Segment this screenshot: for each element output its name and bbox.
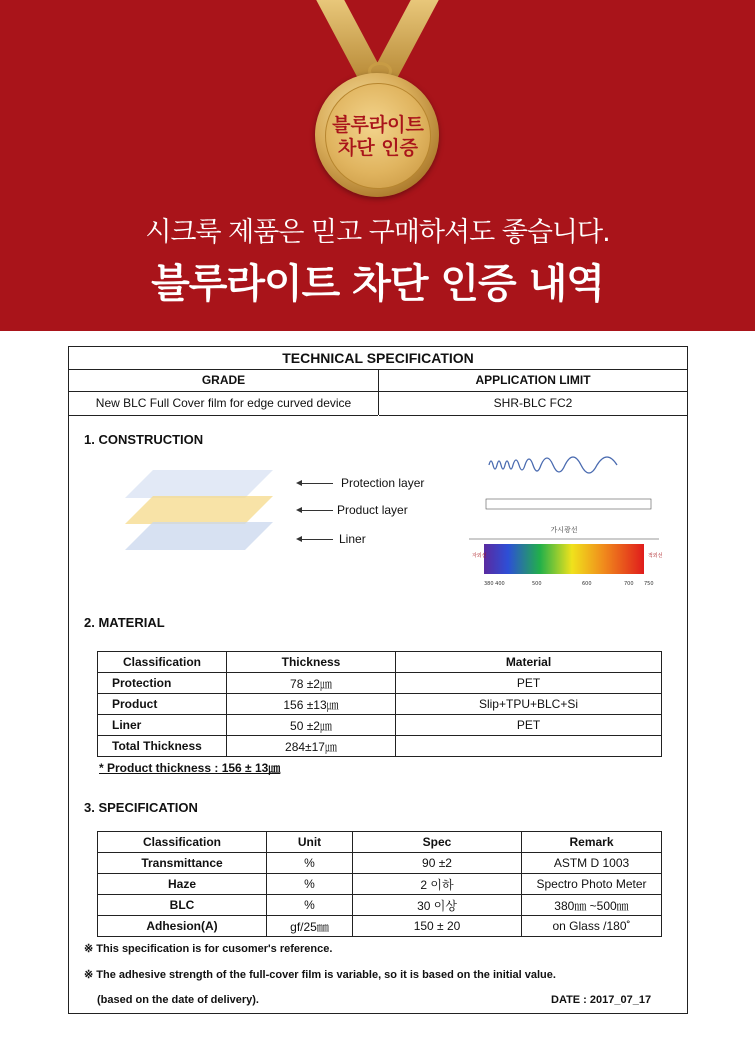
- spec-cell: Transmittance: [98, 853, 267, 874]
- spec-col-header: Unit: [267, 832, 353, 853]
- arrow-icon: [301, 483, 333, 484]
- product-thickness-note: * Product thickness : 156 ± 13㎛: [99, 761, 281, 775]
- arrow-icon: [301, 510, 333, 511]
- layer-diagram: [89, 462, 289, 572]
- spec-cell: 380㎚ ~500㎚: [522, 895, 662, 916]
- material-cell: PET: [396, 673, 662, 694]
- spectrum-visible-label: 가시광선: [550, 526, 578, 534]
- layer-label-liner: Liner: [339, 532, 366, 546]
- light-spectrum-diagram: [464, 447, 664, 592]
- spec-cell: 2 이하: [353, 874, 522, 895]
- section-specification: 3. SPECIFICATION: [84, 800, 198, 815]
- material-cell: 156 ±13㎛: [227, 694, 396, 715]
- material-cell: Product: [98, 694, 227, 715]
- material-table: [97, 651, 662, 757]
- spec-col-header: Spec: [353, 832, 522, 853]
- spec-cell: %: [267, 874, 353, 895]
- spec-cell: BLC: [98, 895, 267, 916]
- table-row: [98, 715, 662, 736]
- reference-note: ※ This specification is for cusomer's reference.: [84, 943, 333, 955]
- spec-cell: gf/25㎜: [267, 916, 353, 937]
- spectrum-uv-label: 자외선: [472, 553, 487, 559]
- medal-line2: 차단 인증: [337, 137, 419, 159]
- material-cell: Liner: [98, 715, 227, 736]
- medal-text: [326, 114, 430, 160]
- material-cell: 284±17㎛: [227, 736, 396, 757]
- spec-cell: %: [267, 853, 353, 874]
- material-col-header: Material: [396, 652, 662, 673]
- spectrum-tick: 700: [624, 581, 634, 587]
- grade-value: New BLC Full Cover film for edge curved device: [69, 391, 378, 416]
- header-banner: [0, 0, 755, 331]
- gold-medal-icon: [315, 73, 439, 197]
- table-row: [98, 916, 662, 937]
- spec-cell: 30 이상: [353, 895, 522, 916]
- banner-subtitle: 시크룩 제품은 믿고 구매하셔도 좋습니다.: [145, 217, 610, 248]
- doc-title: TECHNICAL SPECIFICATION: [69, 347, 687, 370]
- limit-header: APPLICATION LIMIT: [379, 369, 687, 392]
- section-material: 2. MATERIAL: [84, 615, 165, 630]
- spectrum-tick: 380 400: [484, 581, 505, 587]
- spec-cell: on Glass /180˚: [522, 916, 662, 937]
- medal-line1: 블루라이트: [332, 114, 424, 136]
- spec-cell: ASTM D 1003: [522, 853, 662, 874]
- table-row: [98, 736, 662, 757]
- spec-cell: Spectro Photo Meter: [522, 874, 662, 895]
- spectrum-tick: 600: [582, 581, 592, 587]
- material-cell: Protection: [98, 673, 227, 694]
- table-row: [98, 895, 662, 916]
- material-col-header: Classification: [98, 652, 227, 673]
- table-row: [98, 673, 662, 694]
- spec-document: [68, 346, 688, 1014]
- grade-header: GRADE: [69, 369, 378, 392]
- spectrum-ir-label: 적외선: [648, 553, 663, 559]
- table-row: [98, 694, 662, 715]
- specification-table: [97, 831, 662, 937]
- doc-date: DATE : 2017_07_17: [551, 994, 652, 1006]
- material-cell: Slip+TPU+BLC+Si: [396, 694, 662, 715]
- protection-layer-shape: [125, 470, 273, 498]
- material-cell: 50 ±2㎛: [227, 715, 396, 736]
- product-layer-shape: [125, 496, 273, 524]
- adhesive-note: ※ The adhesive strength of the full-cover film is variable, so it is based on the initial value.: [84, 969, 556, 981]
- spectrum-tick: 750: [644, 581, 654, 587]
- material-cell: 78 ±2㎛: [227, 673, 396, 694]
- spec-cell: Adhesion(A): [98, 916, 267, 937]
- material-cell: [396, 736, 662, 757]
- arrow-icon: [301, 539, 333, 540]
- header-divider: [378, 369, 379, 415]
- material-col-header: Thickness: [227, 652, 396, 673]
- table-row: [98, 853, 662, 874]
- spec-cell: %: [267, 895, 353, 916]
- layer-label-product: Product layer: [337, 503, 408, 517]
- material-cell: Total Thickness: [98, 736, 227, 757]
- spec-cell: 150 ± 20: [353, 916, 522, 937]
- spectrum-tick: 500: [532, 581, 542, 587]
- spec-cell: 90 ±2: [353, 853, 522, 874]
- section-construction: 1. CONSTRUCTION: [84, 432, 204, 447]
- spec-col-header: Classification: [98, 832, 267, 853]
- delivery-note: (based on the date of delivery).: [97, 994, 259, 1006]
- material-cell: PET: [396, 715, 662, 736]
- liner-layer-shape: [125, 522, 273, 550]
- banner-headline: 블루라이트 차단 인증 내역: [151, 261, 604, 307]
- spec-cell: Haze: [98, 874, 267, 895]
- table-row: [98, 874, 662, 895]
- layer-label-protection: Protection layer: [341, 476, 425, 490]
- spec-col-header: Remark: [522, 832, 662, 853]
- limit-value: SHR-BLC FC2: [379, 391, 687, 416]
